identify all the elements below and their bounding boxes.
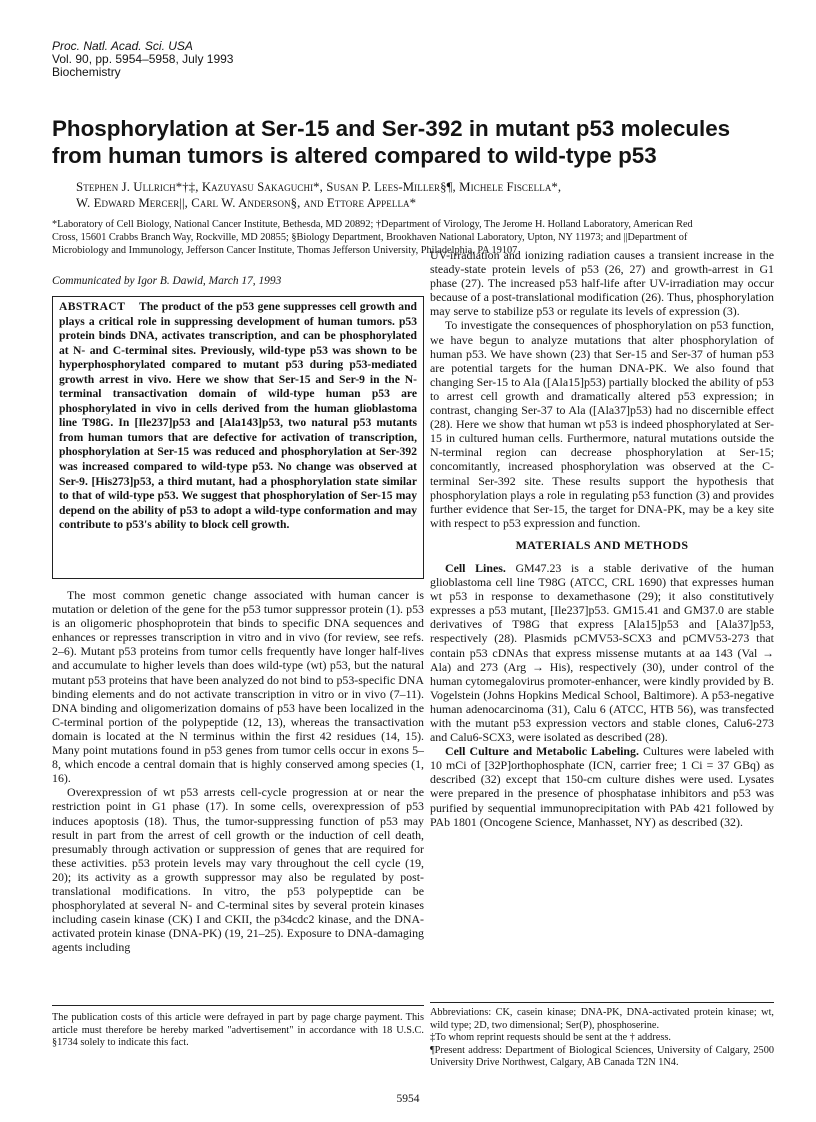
- left-column: [52, 588, 424, 954]
- volume-line: Vol. 90, pp. 5954–5958, July 1993: [52, 52, 234, 66]
- abstract-text: The product of the p53 gene suppresses cell growth and plays a critical role in suppressing development of human tumors. p53 protein binds DNA, activates transcription, and can be phosphorylated at N- and C-terminal sites. Previously, wild-type p53 was shown to be hyperphosphorylated compared to mutant p53 during p53-mediated growth arrest in vivo. Here we show that Ser-15 and Ser-9 in the N-terminal transactivation domain of wild-type human p53 are phosphorylated in vivo in cells derived from the human glioblastoma line T98G. In [Ile237]p53 and [Ala143]p53, two natural p53 mutants from human tumors that are defective for activation of transcription, phosphorylation at Ser-15 was reduced and phosphorylation at Ser-392 was increased compared to wild-type p53. No change was observed at Ser-9. [His273]p53, a third mutant, had a phosphorylation state similar to that of wild-type p53. We suggest that phosphorylation of Ser-15 may depend on the ability of p53 to adopt a wild-type conformation and may contribute to p53's ability to block cell growth.: [59, 300, 418, 532]
- methods-paragraph: [430, 744, 774, 829]
- author-line: Stephen J. Ullrich*†‡, Kazuyasu Sakaguchi*, Susan P. Lees-Miller§¶, Michele Fiscella*,: [76, 180, 562, 194]
- subsection-heading: Cell Lines.: [445, 560, 506, 575]
- section-name: Biochemistry: [52, 65, 121, 79]
- page-number: 5954: [396, 1093, 420, 1105]
- publication-cost-note: The publication costs of this article were defrayed in part by page charge payment. This article must therefore be hereby marked "advertisement" in accordance with 18 U.S.C. §1734 solely to indicate this fact.: [52, 1005, 424, 1050]
- methods-text: Cultures were labeled with 10 mCi of [32P]orthophosphate (ICN, carrier free; 1 Ci = 37 GBq) as described (32) except that 150-cm culture dishes were used. Lysates were prepared in the presence of phosphatase inhibitors and p53 was purified by sequential immunoprecipitation with PAb 421 followed by PAb 1801 (Oncogene Science, Manhasset, NY) as described (32).: [430, 744, 774, 829]
- right-column: [430, 248, 774, 829]
- author-list: [76, 179, 561, 211]
- abstract-label: ABSTRACT: [59, 300, 126, 313]
- body-paragraph: To investigate the consequences of phosphorylation on p53 function, we have begun to analyze mutations that alter phosphorylation of human p53. We have shown (23) that Ser-15 and Ser-37 of human p53 are potential targets for the human DNA-PK. We also found that changing Ser-15 to Ala ([Ala15]p53) partially blocked the ability of p53 to arrest cell growth and dramatically altered p53 expression; in contrast, changing Ser-37 to Ala ([Ala37]p53) had no discernible effect (28). Here we show that human wt p53 is indeed phosphorylated at Ser-15 in cultured human cells. Furthermore, natural mutations outside the N-terminal region can decrease phosphorylation at Ser-15; concomitantly, increased phosphorylation was observed at the C-terminal Ser-392 site. These results support the hypothesis that phosphorylation plays a role in regulating p53 function (3) and provides further evidence that Ser-15, the target for DNA-PK, may be a key site with respect to p53 expression and function.: [430, 318, 774, 530]
- title-line: from human tumors is altered compared to wild-type p53: [52, 143, 657, 168]
- methods-paragraph: [430, 561, 774, 744]
- affiliation-line: *Laboratory of Cell Biology, National Cancer Institute, Bethesda, MD 20892; †Department of Virology, The Jerome H. Holland Laboratory, American Red: [52, 219, 693, 230]
- present-address-note: ¶Present address: Department of Biological Sciences, University of Calgary, 2500 University Drive Northwest, Calgary, AB Canada T2N 1N4.: [430, 1044, 774, 1069]
- author-line: W. Edward Mercer||, Carl W. Anderson§, and Ettore Appella*: [76, 196, 417, 210]
- affiliation-line: Cross, 15601 Crabbs Branch Way, Rockville, MD 20855; §Biology Department, Brookhaven National Laboratory, Upton, NY 11973; and ||Department of: [52, 232, 688, 243]
- subsection-heading: Cell Culture and Metabolic Labeling.: [445, 744, 639, 759]
- communicated-by: Communicated by Igor B. Dawid, March 17, 1993: [52, 275, 282, 287]
- journal-name: Proc. Natl. Acad. Sci. USA: [52, 39, 193, 53]
- abbreviations-note: Abbreviations: CK, casein kinase; DNA-PK, DNA-activated protein kinase; wt, wild type; 2D, two dimensional; Ser(P), phosphoserine.: [430, 1007, 774, 1031]
- running-header: [52, 40, 233, 79]
- footnotes: [430, 1002, 774, 1070]
- section-heading: MATERIALS AND METHODS: [515, 537, 689, 552]
- intro-paragraph: Overexpression of wt p53 arrests cell-cycle progression at or near the restriction point in G1 phase (17). In some cells, overexpression of p53 induces apoptosis (18). Thus, the tumor-suppressing function of p53 may result in part from the arrest of cell growth or the induction of cell death, presumably through activation or suppression of genes that are required for these activities. p53 protein levels may vary throughout the cell cycle (19, 20); its activity as a growth suppressor may also be regulated by post-translational modifications. In vitro, the p53 polypeptide can be phosphorylated at several N- and C-terminal sites by several protein kinases including casein kinase (CK) I and CKII, the p34cdc2 kinase, and the DNA-activated protein kinase (DNA-PK) (19, 21–25). Exposure to DNA-damaging agents including: [52, 785, 424, 955]
- article-title: [52, 115, 772, 169]
- abstract-box: [52, 296, 424, 579]
- methods-text: GM47.23 is a stable derivative of the human glioblastoma cell line T98G (ATCC, CRL 1690) that expresses human wt p53 in response to dexamethasone (29); it also constitutively expresses a p53 mutant, [Ile237]p53. GM15.41 and GM37.0 are stable derivatives of T98G that express [Ala15]p53 and [Ala37]p53, respectively (28). Plasmids pCMV53-SCX3 and pCMV53-273 that contain p53 cDNAs that express missense mutants at aa 143 (Val → Ala) and 273 (Arg → His), respectively (30), under control of the human cytomegalovirus promoter-enhancer, were kindly provided by B. Vogelstein (Johns Hopkins Medical School, Baltimore). A p53-negative human adenocarcinoma (31), Calu 6 (ATCC, HTB 56), was transfected with the mutant p53 expression vectors and stable clones, Calu6-273 and Calu6-SCX3, were isolated as described (28).: [430, 560, 774, 745]
- reprint-note: ‡To whom reprint requests should be sent at the † address.: [430, 1032, 671, 1044]
- body-paragraph: UV-irradiation and ionizing radiation causes a transient increase in the steady-state protein levels of p53 (26, 27) and growth-arrest in G1 phase (27). The increased p53 half-life after UV-irradiation may occur because of a post-translational modification (26). Thus, phosphorylation may serve to stabilize p53 or regulate its levels of expression (3).: [430, 248, 774, 319]
- affiliation-line: Microbiology and Immunology, Jefferson Cancer Institute, Thomas Jefferson University, Philadelphia, PA 19107: [52, 245, 518, 256]
- intro-paragraph: The most common genetic change associated with human cancer is mutation or deletion of the gene for the p53 tumor suppressor protein (1). p53 is an oligomeric phosphoprotein that binds to specific DNA sequences and enhances or represses transcription in vitro and in vivo (for review, see refs. 2–6). Mutant p53 proteins from tumor cells frequently have longer half-lives and accumulate to higher levels than does wild-type (wt) p53, but the natural mutant p53 proteins that have been analyzed do not bind to p53-specific DNA binding elements and do not activate transcription in vitro or in vivo (7–11). DNA binding and oligomerization domains of p53 have been localized in the C-terminal portion of the polypeptide (12, 13), whereas the transactivation domain is located at the N terminus within the first 42 residues (14, 15). Many point mutations found in p53 genes from tumor cells occur in exons 5–8, which encode a central domain that is highly conserved among species (1, 16).: [52, 588, 424, 786]
- title-line: Phosphorylation at Ser-15 and Ser-392 in mutant p53 molecules: [52, 116, 731, 141]
